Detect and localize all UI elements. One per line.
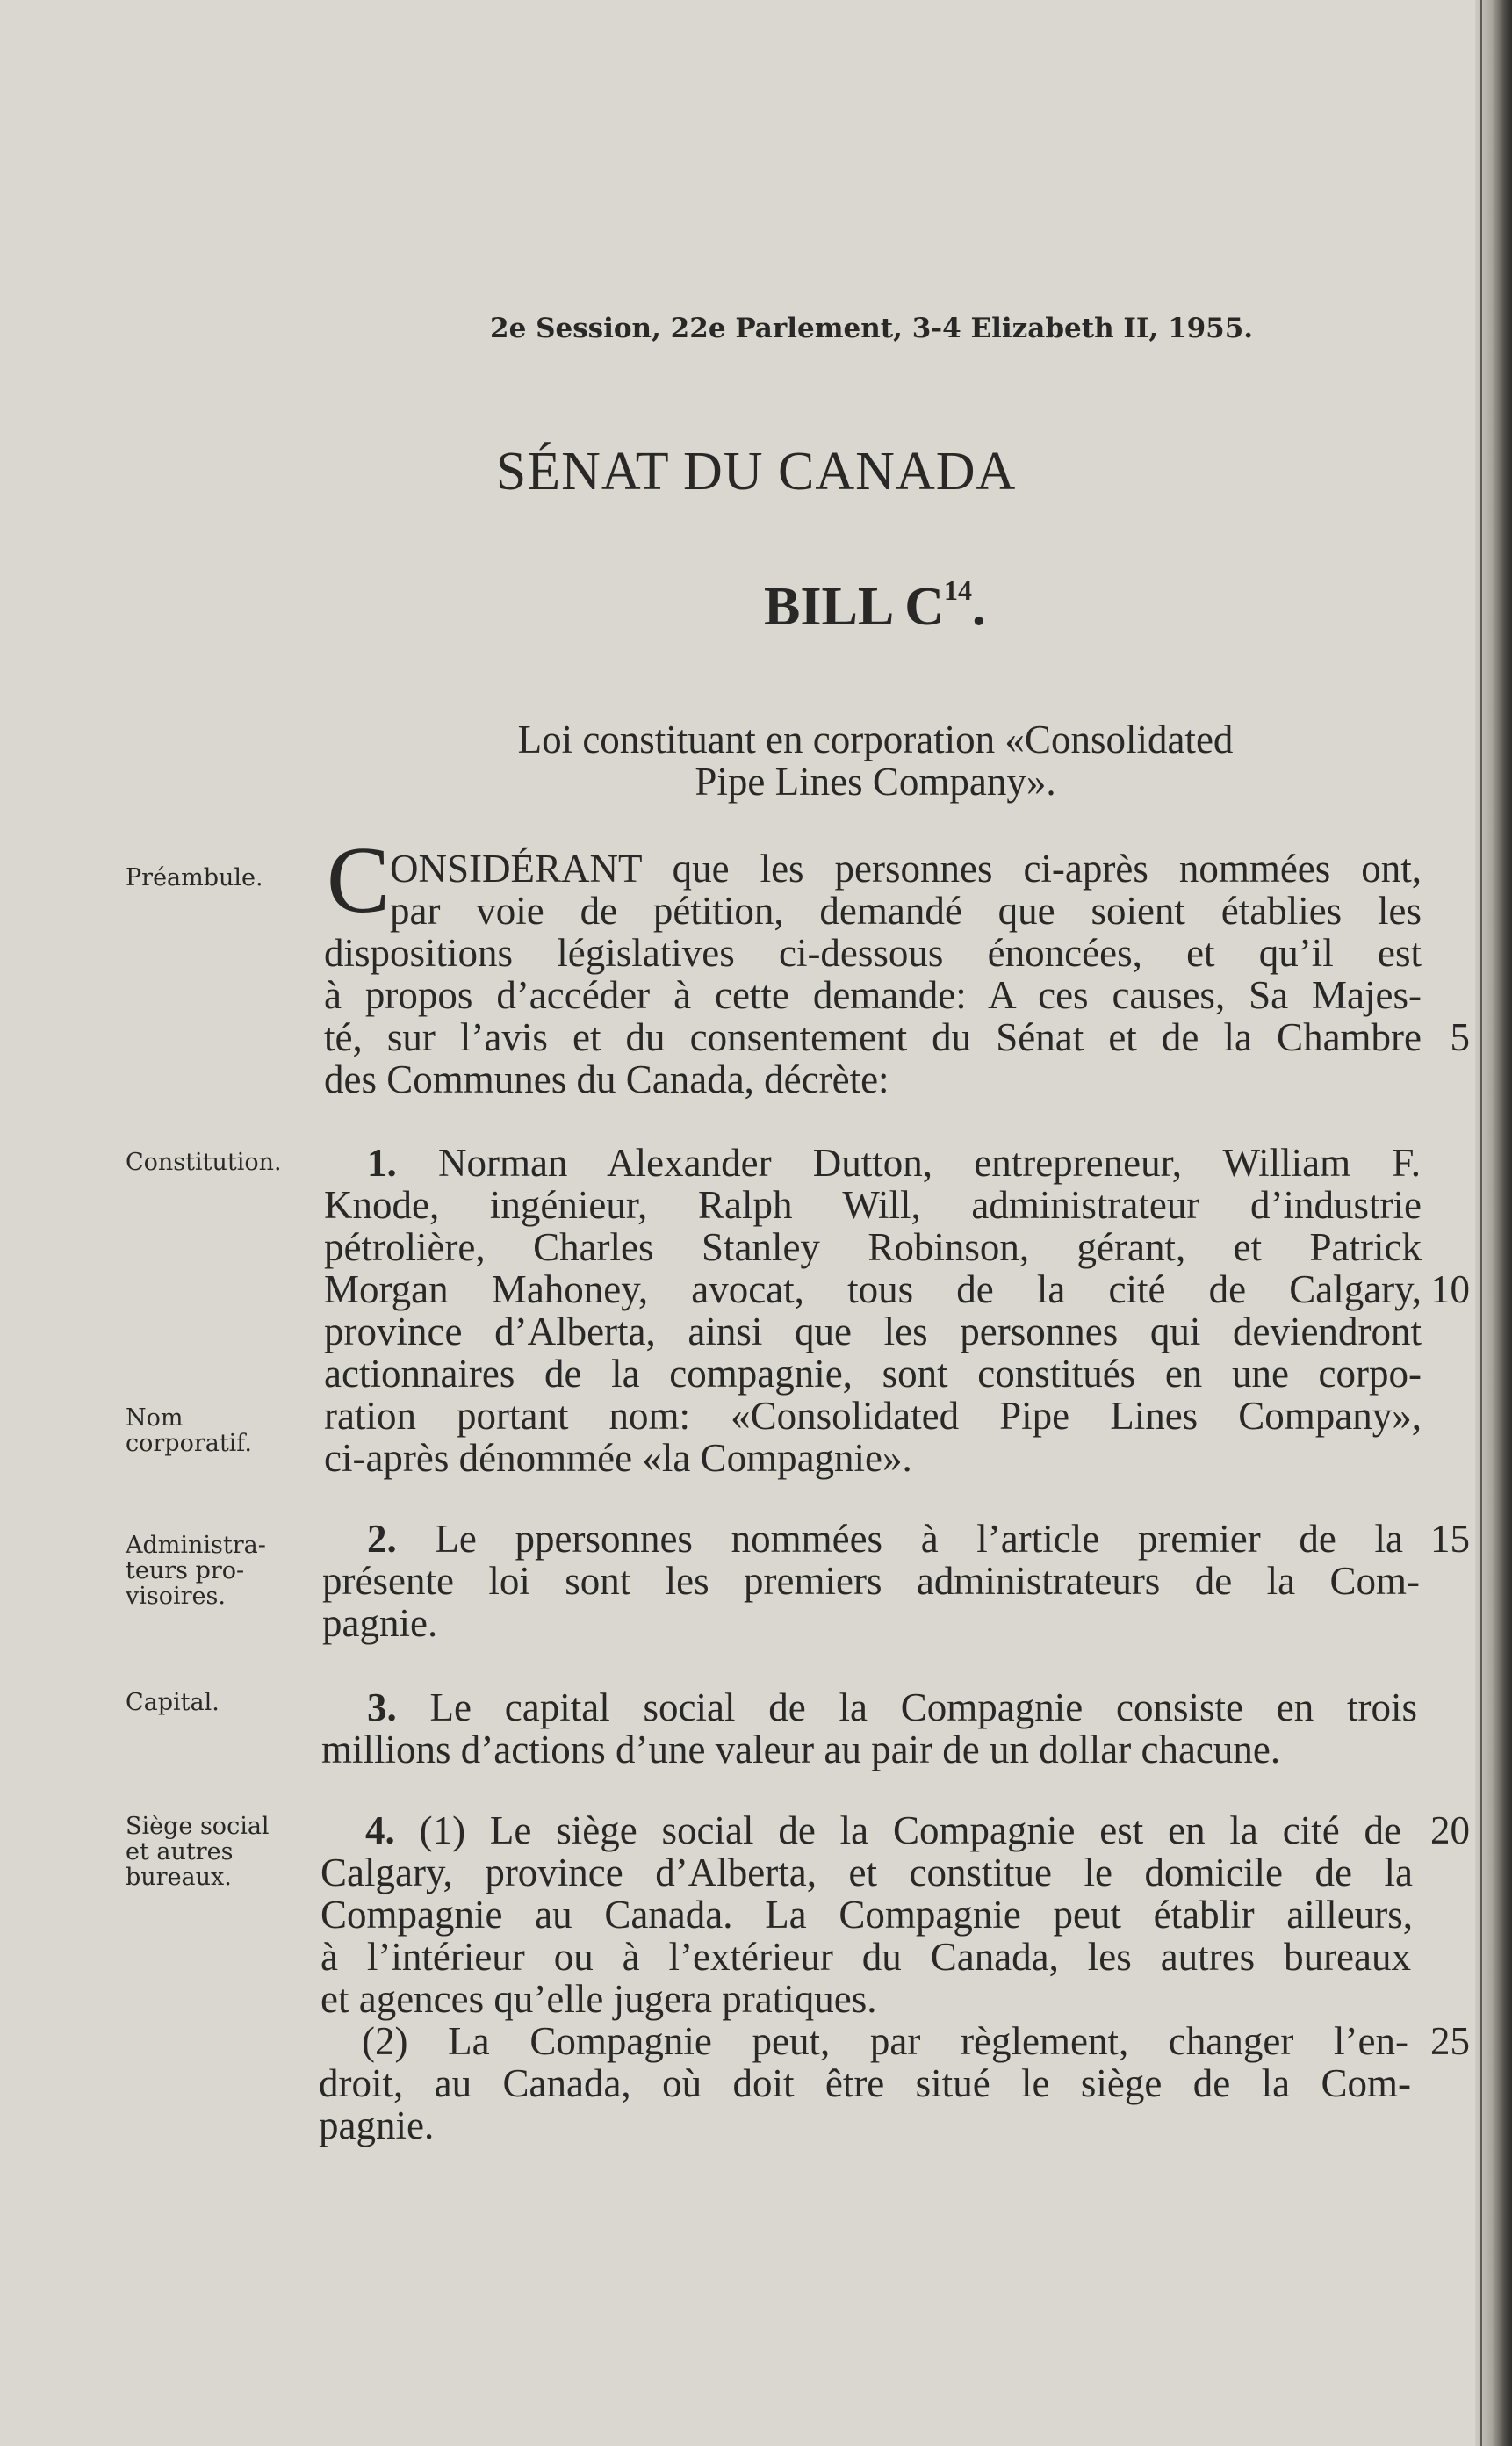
margin-note-line: Siège social	[126, 1813, 270, 1840]
bill-title	[764, 576, 986, 639]
margin-note-line: corporatif.	[126, 1430, 252, 1457]
line-number-10: 10	[1430, 1267, 1470, 1311]
section-1-line: pétrolière, Charles Stanley Robinson, gérant, et Patrick	[324, 1225, 1422, 1269]
margin-note-line: Administra-	[126, 1532, 266, 1559]
line-number-15: 15	[1430, 1517, 1470, 1561]
session-heading: 2e Session, 22e Parlement, 3-4 Elizabeth II, 1955.	[490, 313, 1254, 344]
bill-number: 14	[944, 574, 973, 606]
section-3-line	[367, 1686, 1417, 1728]
section-1-line: province d’Alberta, ainsi que les personnes qui deviendront	[324, 1310, 1422, 1353]
preamble-line: dispositions législatives ci-dessous énoncées, et qu’il est	[324, 931, 1422, 975]
margin-note-line: Nom	[126, 1404, 184, 1432]
section-2-line	[367, 1518, 1403, 1560]
bill-long-title	[454, 718, 1297, 803]
page-binding-edge	[1480, 0, 1482, 2446]
margin-note-siege-social	[126, 1814, 301, 1890]
margin-note-administrateurs	[126, 1533, 301, 1609]
preamble-line: des Communes du Canada, décrète:	[324, 1057, 889, 1101]
section-1-line: ci-après dénommée «la Compagnie».	[324, 1436, 912, 1480]
section-4-line: Compagnie au Canada. La Compagnie peut établir ailleurs,	[320, 1893, 1413, 1937]
preamble-dropcap: C	[327, 828, 391, 933]
section-1-line: ration portant nom: «Consolidated Pipe Lines Company»,	[324, 1394, 1422, 1438]
margin-note-capital: Capital.	[126, 1689, 220, 1716]
line-number-5: 5	[1450, 1015, 1470, 1059]
preamble-line: à propos d’accéder à cette demande: A ces causes, Sa Majes-	[324, 973, 1422, 1017]
preamble-line: par voie de pétition, demandé que soient établies les	[390, 889, 1422, 933]
bill-long-title-line: Pipe Lines Company».	[695, 760, 1056, 804]
section-4-line: et agences qu’elle jugera pratiques.	[320, 1977, 877, 2021]
section-1-line: Morgan Mahoney, avocat, tous de la cité de Calgary,	[324, 1267, 1422, 1311]
bill-long-title-line: Loi constituant en corporation «Consolidated	[517, 718, 1234, 761]
section-1-text: Norman Alexander Dutton, entrepreneur, William F.	[437, 1141, 1421, 1185]
section-4-number: 4.	[365, 1808, 395, 1852]
section-2-line: présente loi sont les premiers administrateurs de la Com-	[322, 1559, 1420, 1603]
section-4-line: Calgary, province d’Alberta, et constitue le domicile de la	[320, 1851, 1413, 1894]
section-1-line: Knode, ingénieur, Ralph Will, administrateur d’industrie	[324, 1183, 1422, 1227]
section-1-number: 1.	[367, 1141, 397, 1185]
line-number-20: 20	[1430, 1808, 1470, 1852]
section-1-line	[367, 1142, 1421, 1184]
margin-note-line: bureaux.	[126, 1864, 232, 1891]
bill-title-period: .	[972, 577, 986, 637]
section-2-text: Le ppersonnes nommées à l’article premier de la	[435, 1517, 1403, 1561]
section-4-text: (1) Le siège social de la Compagnie est en la cité de	[419, 1808, 1401, 1852]
section-3-number: 3.	[367, 1685, 397, 1729]
margin-note-line: visoires.	[126, 1583, 226, 1610]
section-1-line: actionnaires de la compagnie, sont constitués en une corpo-	[324, 1352, 1422, 1396]
preamble-line: ONSIDÉRANT que les personnes ci-après nommées ont,	[390, 847, 1422, 891]
section-2-line: pagnie.	[322, 1601, 438, 1645]
margin-note-nom-corporatif	[126, 1405, 301, 1456]
margin-note-preambule: Préambule.	[126, 864, 263, 891]
line-number-25: 25	[1430, 2019, 1470, 2063]
section-4-line: à l’intérieur ou à l’extérieur du Canada, les autres bureaux	[320, 1935, 1411, 1979]
section-4-line: droit, au Canada, où doit être situé le siège de la Com-	[319, 2061, 1411, 2105]
section-2-number: 2.	[367, 1517, 397, 1561]
chamber-title: SÉNAT DU CANADA	[495, 442, 1017, 501]
preamble-line: té, sur l’avis et du consentement du Sénat et de la Chambre	[324, 1015, 1422, 1059]
section-4-line: (2) La Compagnie peut, par règlement, changer l’en-	[362, 2019, 1408, 2063]
bill-title-text: BILL C	[764, 577, 945, 637]
section-4-line	[365, 1809, 1401, 1851]
margin-note-line: teurs pro-	[126, 1557, 245, 1584]
section-3-line: millions d’actions d’une valeur au pair de un dollar chacune.	[321, 1728, 1281, 1771]
section-3-text: Le capital social de la Compagnie consiste en trois	[429, 1685, 1417, 1729]
margin-note-line: et autres	[126, 1838, 234, 1865]
section-4-line: pagnie.	[319, 2103, 435, 2147]
margin-note-constitution: Constitution.	[126, 1149, 282, 1176]
